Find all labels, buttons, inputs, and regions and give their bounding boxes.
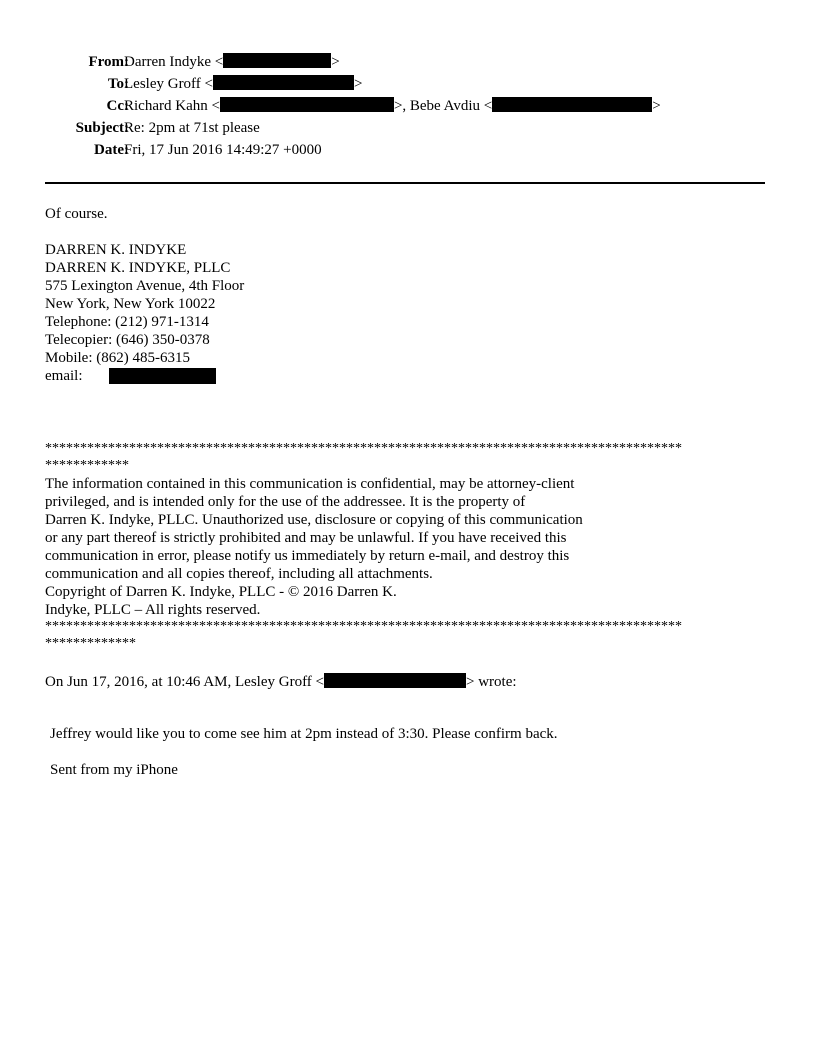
signature-line: New York, New York 10022 bbox=[45, 296, 216, 312]
quoted-message: Jeffrey would like you to come see him at 2pm instead of 3:30. Please confirm back. bbox=[50, 726, 558, 742]
to-name: Lesley Groff < bbox=[124, 76, 213, 92]
signature-line: Mobile: (862) 485-6315 bbox=[45, 350, 190, 366]
from-name: Darren Indyke < bbox=[124, 54, 224, 70]
disclaimer-line: communication and all copies thereof, including all attachments. bbox=[45, 566, 433, 582]
redaction-box bbox=[220, 97, 394, 112]
cc-row bbox=[0, 96, 816, 116]
to-label: To: bbox=[107, 76, 129, 92]
asterisk-divider: ******************************************************************************************* bbox=[45, 619, 682, 634]
disclaimer-line: The information contained in this communication is confidential, may be attorney-client bbox=[45, 476, 575, 492]
redaction-box bbox=[492, 97, 652, 112]
asterisk-divider: ************ bbox=[45, 458, 129, 473]
signature-email-line bbox=[45, 367, 83, 385]
signature-line: DARREN K. INDYKE bbox=[45, 242, 187, 258]
cc-name-1: Richard Kahn < bbox=[124, 98, 220, 114]
signature-line: DARREN K. INDYKE, PLLC bbox=[45, 260, 231, 276]
from-row bbox=[0, 52, 816, 72]
redaction-box bbox=[223, 53, 331, 68]
asterisk-divider: ******************************************************************************************* bbox=[45, 441, 682, 456]
cc-label: Cc: bbox=[106, 98, 129, 114]
disclaimer-line: privileged, and is intended only for the use of the addressee. It is the property of bbox=[45, 494, 526, 510]
redaction-box bbox=[109, 368, 216, 384]
disclaimer-line: Copyright of Darren K. Indyke, PLLC - © 2016 Darren K. bbox=[45, 584, 397, 600]
to-close: > bbox=[354, 76, 363, 92]
date-row bbox=[0, 140, 816, 160]
disclaimer-line: communication in error, please notify us immediately by return e-mail, and destroy this bbox=[45, 548, 570, 564]
cc-separator: >, Bebe Avdiu < bbox=[393, 98, 493, 114]
signature-line: 575 Lexington Avenue, 4th Floor bbox=[45, 278, 245, 294]
from-value bbox=[124, 52, 340, 72]
redaction-box bbox=[324, 673, 466, 688]
email-label: email: bbox=[45, 368, 83, 384]
subject-row bbox=[0, 118, 816, 138]
disclaimer-line: or any part thereof is strictly prohibited and may be unlawful. If you have received this bbox=[45, 530, 567, 546]
to-value bbox=[124, 74, 362, 94]
from-label: From: bbox=[88, 54, 129, 70]
quote-intro bbox=[45, 673, 517, 691]
redaction-box bbox=[213, 75, 354, 90]
quoted-signature: Sent from my iPhone bbox=[50, 762, 178, 778]
disclaimer-line: Indyke, PLLC – All rights reserved. bbox=[45, 602, 261, 618]
signature-line: Telecopier: (646) 350-0378 bbox=[45, 332, 210, 348]
disclaimer-line: Darren K. Indyke, PLLC. Unauthorized use, disclosure or copying of this communication bbox=[45, 512, 583, 528]
cc-value bbox=[124, 96, 661, 116]
to-row bbox=[0, 74, 816, 94]
from-close: > bbox=[331, 54, 340, 70]
cc-close: > bbox=[652, 98, 661, 114]
quote-intro-text: On Jun 17, 2016, at 10:46 AM, Lesley Groff < bbox=[45, 674, 324, 690]
date-label: Date: bbox=[94, 142, 129, 158]
header-divider bbox=[45, 182, 765, 184]
date-value: Fri, 17 Jun 2016 14:49:27 +0000 bbox=[124, 142, 322, 158]
asterisk-divider: ************* bbox=[45, 636, 136, 651]
greeting: Of course. bbox=[45, 206, 108, 222]
quote-intro-wrote: > wrote: bbox=[466, 674, 517, 690]
subject-label: Subject: bbox=[75, 120, 129, 136]
subject-value: Re: 2pm at 71st please bbox=[124, 120, 260, 136]
signature-line: Telephone: (212) 971-1314 bbox=[45, 314, 209, 330]
